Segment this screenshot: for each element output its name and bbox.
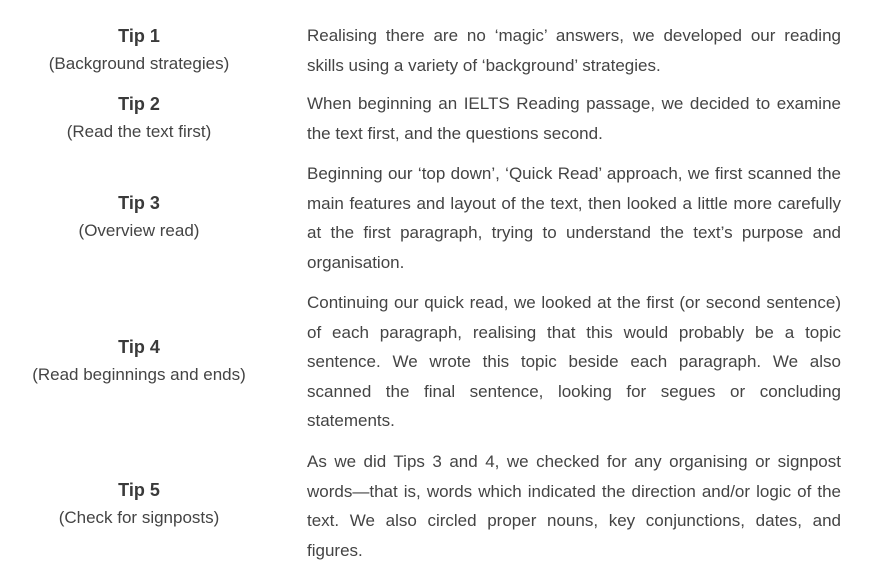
tip-subtitle: (Check for signposts) bbox=[58, 508, 220, 527]
tip-title: Tip 1 bbox=[118, 26, 160, 46]
tip-text: Beginning our ‘top down’, ‘Quick Read’ approach, we first scanned the main features and layout of the text, then looked a little more carefully at the first paragraph, trying to understand the text’s purpose and organisation. bbox=[307, 164, 841, 272]
tip-label-4 bbox=[10, 333, 268, 389]
tip-title: Tip 5 bbox=[118, 480, 160, 500]
tip-text: As we did Tips 3 and 4, we checked for any organising or signpost words—that is, words which indicated the direction and/or logic of the text. We also circled proper nouns, key conjunctions, dates, and figures. bbox=[307, 452, 841, 560]
tip-title: Tip 4 bbox=[118, 337, 160, 357]
tip-label-2 bbox=[10, 90, 268, 146]
tip-text: Realising there are no ‘magic’ answers, we developed our reading skills using a variety of ‘background’ strategies. bbox=[307, 26, 841, 75]
tip-subtitle: (Background strategies) bbox=[48, 54, 230, 73]
tip-label-3 bbox=[10, 189, 268, 245]
tip-subtitle: (Read the text first) bbox=[66, 122, 212, 141]
tip-subtitle: (Read beginnings and ends) bbox=[32, 365, 246, 384]
tip-label-1 bbox=[10, 22, 268, 78]
tip-text: Continuing our quick read, we looked at the first (or second sentence) of each paragraph, realising that this would probably be a topic sentence. We wrote this topic beside each paragraph. We also scanned the final sentence, looking for segues or concluding statements. bbox=[307, 293, 841, 430]
tip-title: Tip 2 bbox=[118, 94, 160, 114]
tip-label-5 bbox=[10, 476, 268, 532]
tip-title: Tip 3 bbox=[118, 193, 160, 213]
tip-subtitle: (Overview read) bbox=[78, 221, 200, 240]
tip-text: When beginning an IELTS Reading passage, we decided to examine the text first, and the questions second. bbox=[307, 94, 841, 143]
